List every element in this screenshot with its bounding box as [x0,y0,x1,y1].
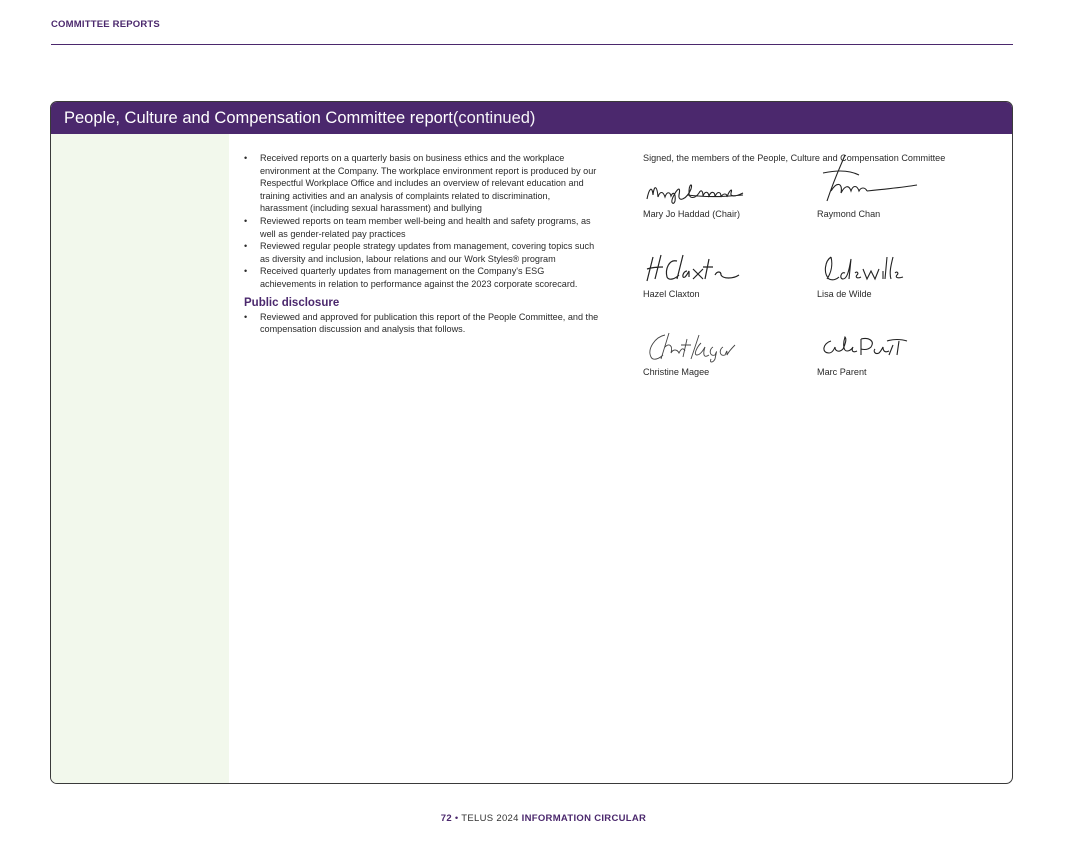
list-item: • Received quarterly updates from management on the Company's ESG achievements in relation to performance against the 2023 corporate scorecard. [244,265,599,290]
public-disclosure-heading: Public disclosure [244,296,340,309]
list-item: • Received reports on a quarterly basis on business ethics and the workplace environment at the Company. The workplace environment report is produced by our Respectful Workplace Office and includes an overview of relevant education and training activities and an analysis of complaints related to discrimination, harassment (including sexual harassment) and bullying [244,152,599,215]
panel-title-suffix: (continued) [452,108,536,127]
report-left-column [244,152,599,336]
signature-block [817,251,977,301]
activity-list [244,152,599,291]
signature-grid [643,171,983,411]
signatures-column [643,152,983,411]
list-item: • Reviewed regular people strategy updates from management, covering topics such as diversity and inclusion, labour relations and our Work Styles® program [244,240,599,265]
list-item: • Reviewed and approved for publication this report of the People Committee, and the compensation discussion and analysis that follows. [244,311,599,336]
signature-marc-parent [817,329,957,365]
disclosure-list [244,311,599,336]
footer-doc-title: INFORMATION CIRCULAR [521,813,647,824]
signatory-name: Marc Parent [817,366,867,377]
signatory-name: Hazel Claxton [643,288,700,299]
page-footer [0,813,1087,824]
signatory-name: Raymond Chan [817,208,881,219]
signatory-name: Mary Jo Haddad (Chair) [643,208,741,219]
footer-brand: TELUS 2024 [461,813,522,824]
signature-christine-magee [643,329,783,365]
signature-mary-jo-haddad [643,171,783,207]
panel-title: People, Culture and Compensation Committee report [64,108,453,127]
signature-block [643,251,803,301]
committee-report-panel [50,101,1013,784]
signed-statement: Signed, the members of the People, Culture and Compensation Committee [643,153,946,163]
signature-lisa-de-wilde [817,251,957,287]
panel-header [51,102,1012,134]
top-divider [51,44,1013,45]
signatory-name: Christine Magee [643,366,710,377]
signature-hazel-claxton [643,251,783,287]
signature-raymond-chan [817,151,957,207]
footer-separator: • [451,813,462,824]
page-number: 72 [440,813,452,824]
signatory-name: Lisa de Wilde [817,288,872,299]
signature-block [817,151,977,221]
list-item: • Reviewed reports on team member well-being and health and safety programs, as well as gender-related pay practices [244,215,599,240]
signature-block [643,329,803,379]
section-label: COMMITTEE REPORTS [51,19,160,30]
signature-block [817,329,977,379]
sidebar-band [51,134,229,783]
signature-block [643,171,803,221]
